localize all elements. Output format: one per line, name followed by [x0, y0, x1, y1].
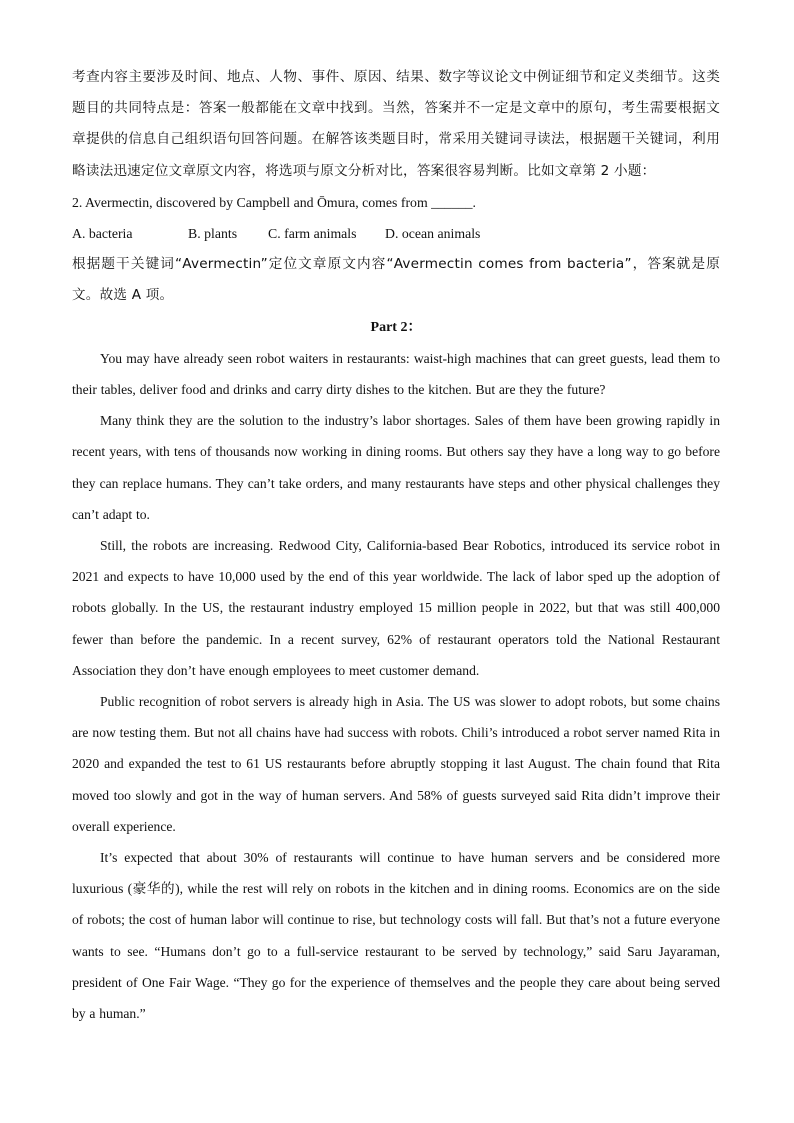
intro-paragraph: 考查内容主要涉及时间、地点、人物、事件、原因、结果、数字等议论文中例证细节和定义类细节。这类题目的共同特点是：答案一般都能在文章中找到。当然，答案并不一定是文章中的原句，考生需要根据文章提供的信息自己组织语句回答问题。在解答该类题目时，常采用关键词寻读法，根据题干关键词，利用略读法迅速定位文章原文内容，将选项与原文分析对比，答案很容易判断。比如文章第 2 小题： — [72, 69, 720, 179]
section-title: Part 2： — [370, 319, 422, 335]
option-c: C. farm animals — [268, 226, 357, 242]
option-b: B. plants — [188, 226, 238, 242]
example-question: 2. Avermectin, discovered by Campbell and Ōmura, comes from ______. — [72, 194, 476, 210]
document-page — [72, 62, 720, 1029]
option-d: D. ocean animals — [385, 226, 481, 242]
option-a: A. bacteria — [72, 226, 133, 242]
article-paragraph-5: It’s expected that about 30% of restaurants will continue to have human servers and be considered more luxurious (豪华的), while the rest will rely on robots in the kitchen and in dining rooms. Economics are on the side of robots; the cost of human labor will continue to rise, but technology costs will fall. But that’s not a future everyone wants to see. “Humans don’t go to a full-service restaurant to be served by technology,” said Saru Jayaraman, president of One Fair Wage. “They go for the experience of themselves and the people they care about being served by a human.” — [72, 850, 720, 1022]
article-paragraph-3: Still, the robots are increasing. Redwood City, California-based Bear Robotics, introduced its service robot in 2021 and expects to have 10,000 used by the end of this year worldwide. The lack of labor sped up the adoption of robots globally. In the US, the restaurant industry employed 15 million people in 2022, but that was still 400,000 fewer than before the pandemic. In a recent survey, 62% of restaurant operators told the National Restaurant Association they don’t have enough employees to meet customer demand. — [72, 538, 720, 678]
article-paragraph-2: Many think they are the solution to the industry’s labor shortages. Sales of them have been growing rapidly in recent years, with tens of thousands now working in dining rooms. But others say they have a long way to go before they can replace humans. They can’t take orders, and many restaurants have steps and other physical challenges they can’t adapt to. — [72, 413, 720, 522]
article-paragraph-1: You may have already seen robot waiters in restaurants: waist-high machines that can greet guests, lead them to their tables, deliver food and drinks and carry dirty dishes to the kitchen. But are they the future? — [72, 350, 720, 398]
answer-options — [72, 218, 720, 249]
explanation-paragraph: 根据题干关键词“Avermectin”定位文章原文内容“Avermectin comes from bacteria”，答案就是原文。故选 A 项。 — [72, 256, 720, 304]
article-paragraph-4: Public recognition of robot servers is already high in Asia. The US was slower to adopt robots, but some chains are now testing them. But not all chains have had success with robots. Chili’s introduced a robot server named Rita in 2020 and expanded the test to 61 US restaurants before abruptly stopping it last August. The chain found that Rita moved too slowly and got in the way of human servers. And 58% of guests surveyed said Rita didn’t improve their overall experience. — [72, 694, 720, 834]
